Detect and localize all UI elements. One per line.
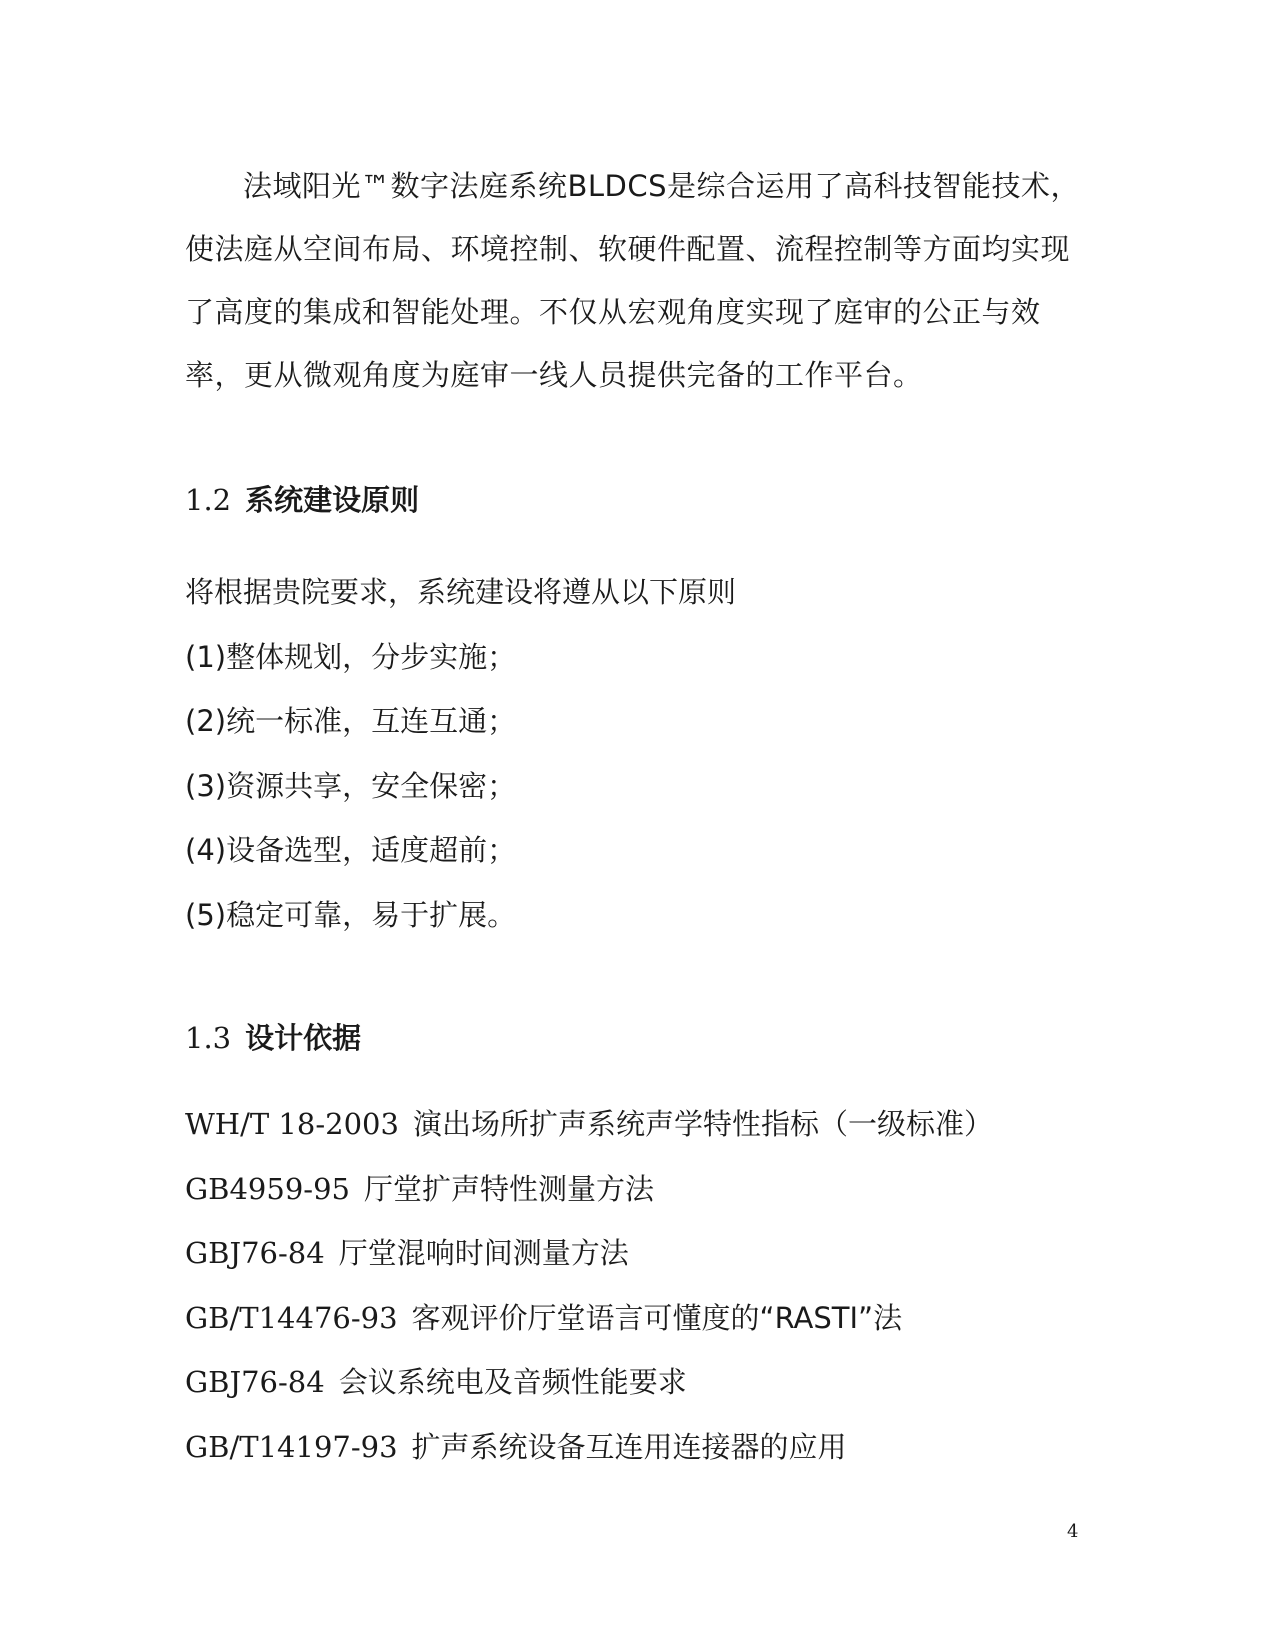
standard-name: 厅堂混响时间测量方法 bbox=[338, 1236, 629, 1270]
list-item: (2)统一标准，互连互通； bbox=[185, 704, 517, 738]
standards-list bbox=[185, 1104, 993, 1491]
list-item: (5)稳定可靠，易于扩展。 bbox=[185, 897, 517, 932]
standard-code: GB/T14197-93 bbox=[185, 1429, 398, 1464]
list-item: (1)整体规划，分步实施； bbox=[185, 639, 517, 674]
section-number: 1.3 bbox=[185, 1021, 232, 1055]
section-title: 系统建设原则 bbox=[245, 483, 420, 517]
standard-name: 扩声系统设备互连用连接器的应用 bbox=[411, 1429, 847, 1464]
list-item bbox=[185, 1104, 993, 1169]
standard-name: 客观评价厅堂语言可懂度的“RASTI”法 bbox=[411, 1300, 903, 1335]
list-item: (4)设备选型，适度超前； bbox=[185, 833, 517, 867]
section-number: 1.2 bbox=[185, 483, 232, 517]
list-item: (3)资源共享，安全保密； bbox=[185, 768, 517, 803]
section-heading-1-2 bbox=[185, 480, 419, 520]
standard-code: GBJ76-84 bbox=[185, 1236, 325, 1270]
page-number: 4 bbox=[1067, 1521, 1079, 1542]
standard-code: WH/T 18-2003 bbox=[185, 1107, 399, 1141]
list-item bbox=[185, 1427, 993, 1492]
standard-code: GB4959-95 bbox=[185, 1171, 350, 1206]
list-item bbox=[185, 1362, 993, 1427]
principles-lead: 将根据贵院要求，系统建设将遵从以下原则 bbox=[185, 575, 737, 609]
standard-name: 厅堂扩声特性测量方法 bbox=[363, 1171, 654, 1206]
list-item bbox=[185, 1169, 993, 1234]
section-heading-1-3 bbox=[185, 1018, 361, 1058]
list-item bbox=[185, 1298, 993, 1363]
list-item bbox=[185, 1233, 993, 1298]
standard-name: 会议系统电及音频性能要求 bbox=[338, 1365, 687, 1399]
principles-list bbox=[185, 572, 736, 959]
standard-name: 演出场所扩声系统声学特性指标（一级标准） bbox=[412, 1107, 993, 1141]
standard-code: GB/T14476-93 bbox=[185, 1300, 398, 1335]
intro-paragraph: 法域阳光™数字法庭系统BLDCS是综合运用了高科技智能技术，使法庭从空间布局、环境控制、软硬件配置、流程控制等方面均实现了高度的集成和智能处理。不仅从宏观角度实现了庭审的公正与效率，更从微观角度为庭审一线人员提供完备的工作平台。 bbox=[185, 169, 1081, 392]
section-title: 设计依据 bbox=[245, 1021, 362, 1055]
standard-code: GBJ76-84 bbox=[185, 1365, 325, 1399]
